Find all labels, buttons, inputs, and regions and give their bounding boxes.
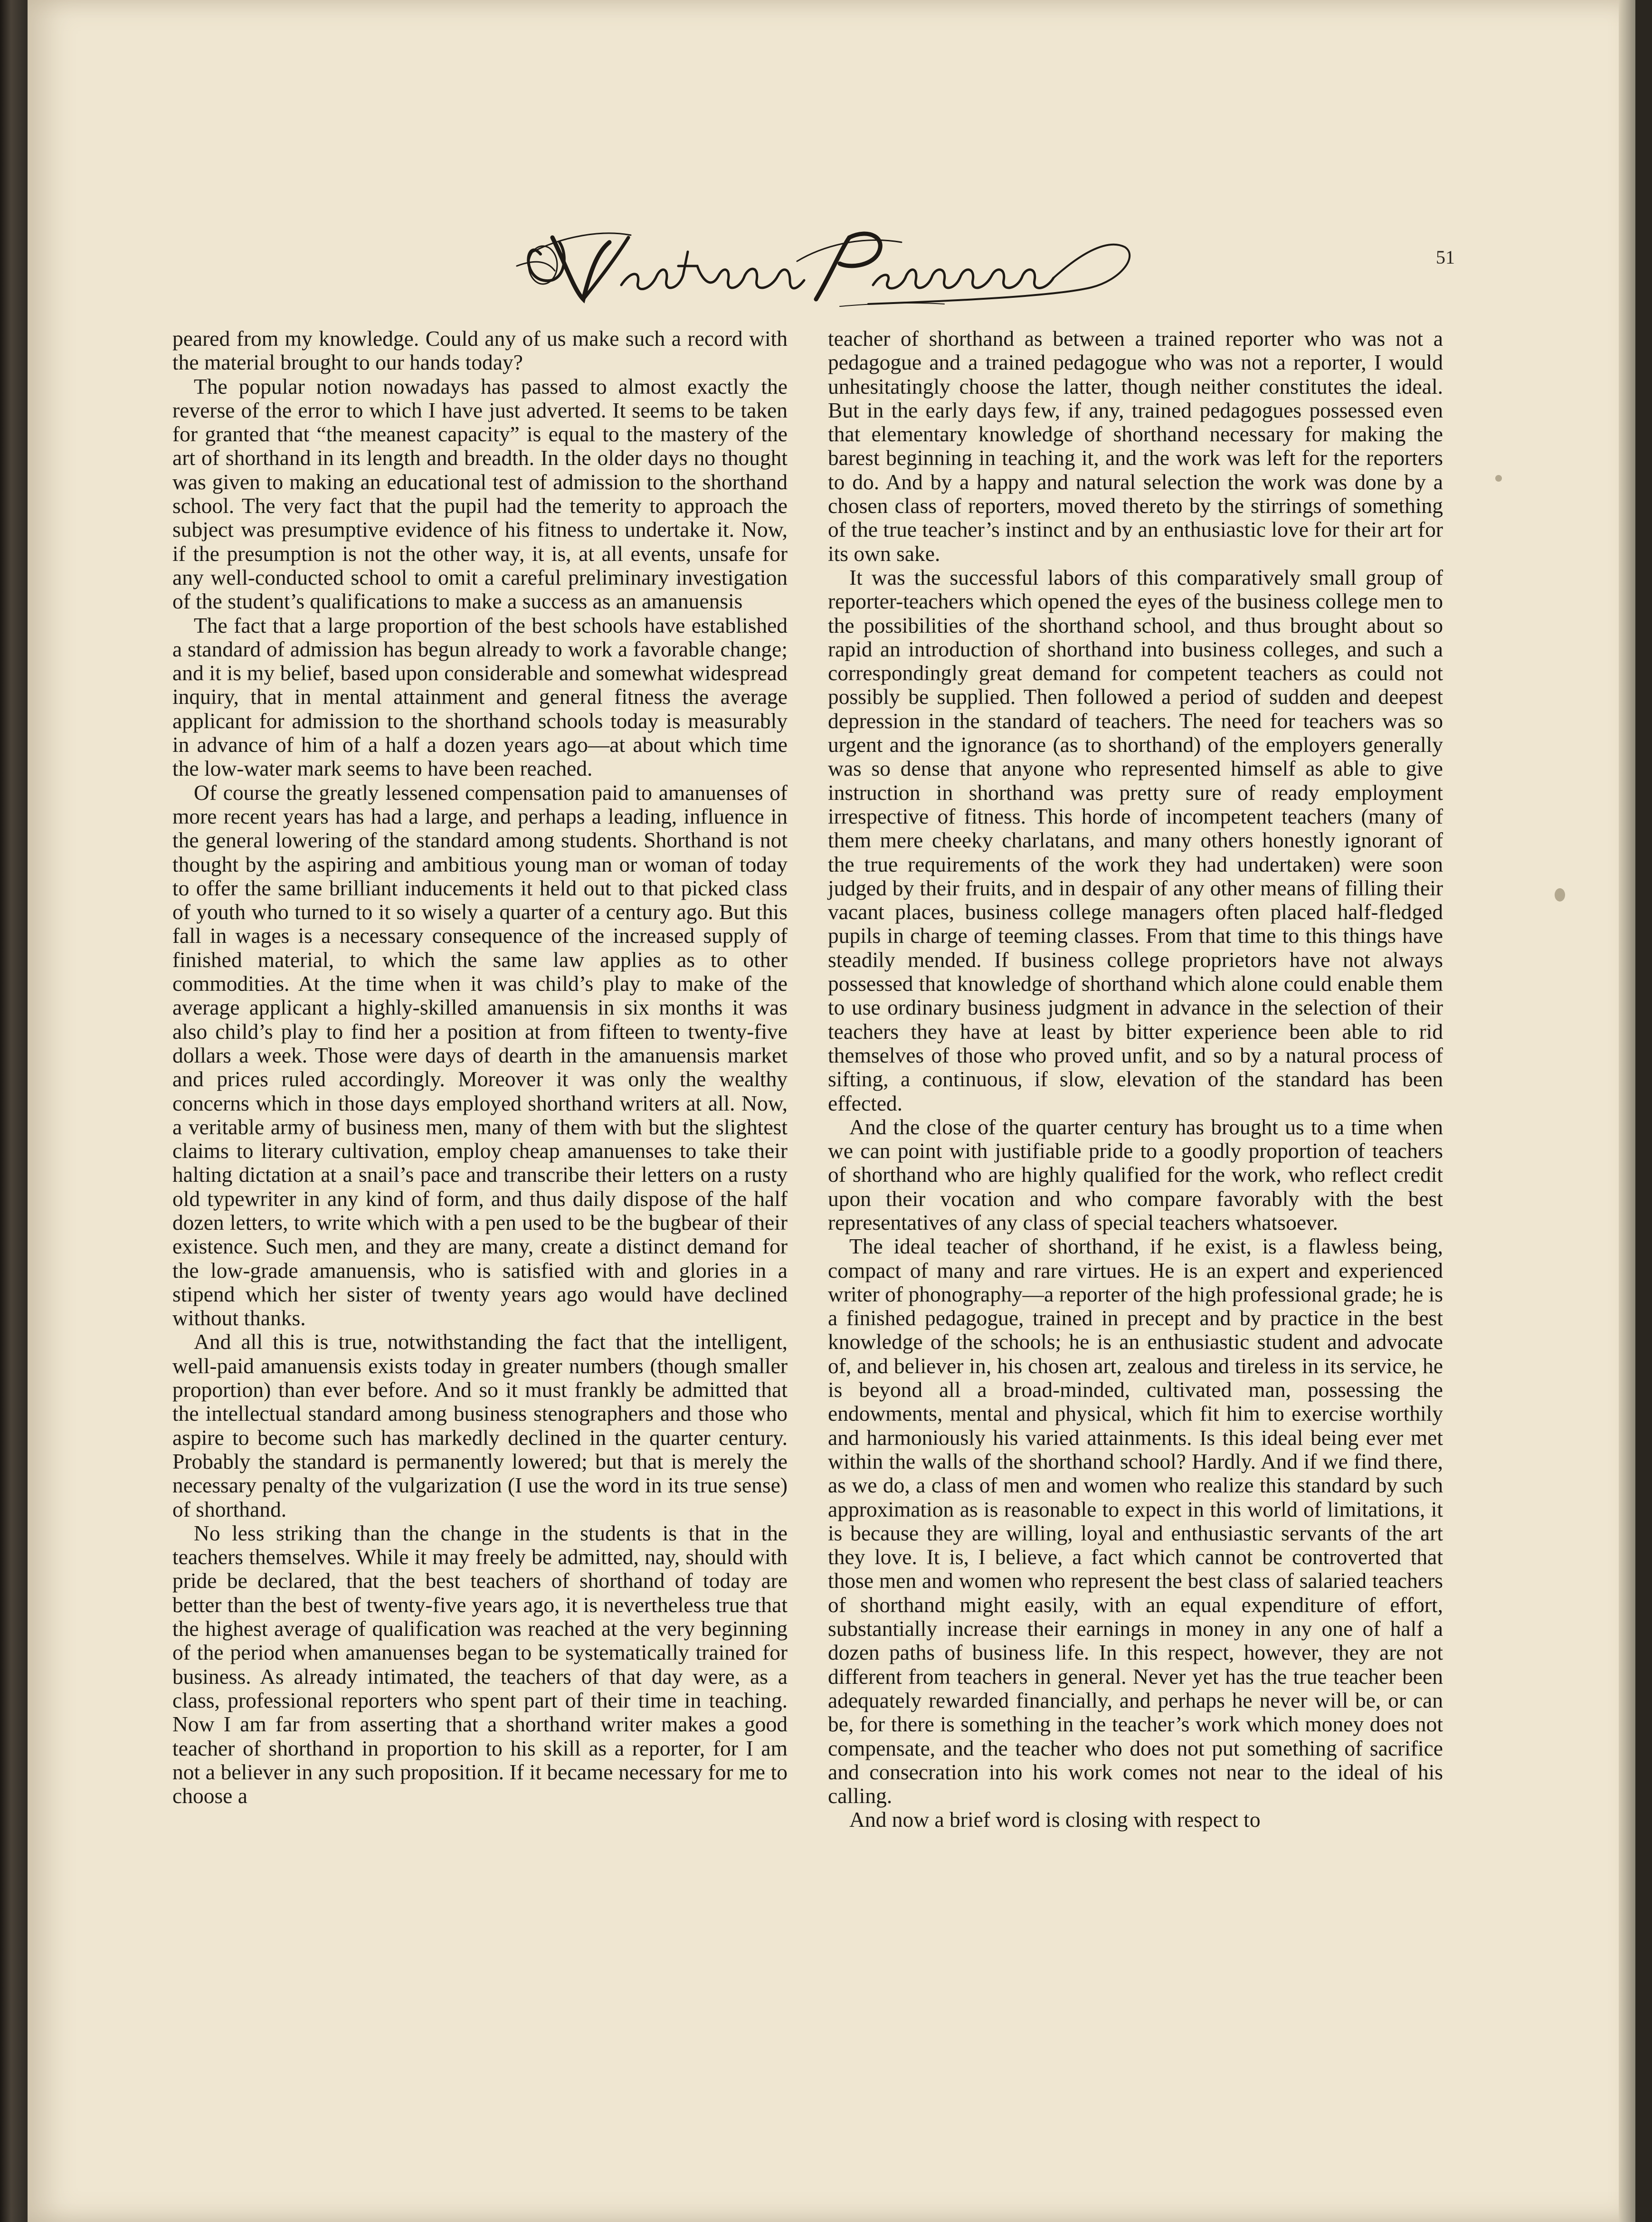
paragraph: peared from my knowledge. Could any of us make such a record with the material brought to our hands today? — [172, 326, 788, 375]
paragraph: And all this is true, notwithstanding the fact that the intelligent, well-paid amanuensis exists today in greater numbers (though smaller proportion) than ever before. And so it must frankly be admitted that the intellectual standard among business stenographers and those who aspire to become such has markedly declined in the quarter century. Probably the standard is permanently lowered; but that is merely the necessary penalty of the vulgarization (I use the word in its true sense) of shorthand. — [172, 1329, 788, 1521]
masthead-script-logo — [507, 209, 1149, 318]
paragraph: And now a brief word is closing with respect to — [849, 1807, 1261, 1832]
paragraph: It was the successful labors of this comparatively small group of reporter-teachers which opened the eyes of the business college men to the possibilities of the shorthand school, and thus brought about so rapid an introduction of shorthand into business colleges, and such a correspondingly great demand for competent teachers as could not possibly be supplied. Then followed a period of sudden and deepest depression in the standard of teachers. The need for teachers was so urgent and the ignorance (as to shorthand) of the employers generally was so dense that anyone who represented himself as able to give instruction in shorthand was pretty sure of ready employment irrespective of fitness. This horde of incompetent teachers (many of them mere cheeky charlatans, and many others honestly ignorant of the true requirements of the work they had undertaken) were soon judged by their fruits, and in despair of any other means of filling their vacant places, business college managers often placed half-fledged pupils in charge of teeming classes. From that time to this things have steadily mended. If business college proprietors have not always possessed that knowledge of shorthand which alone could enable them to use ordinary business judgment in advance in the selection of their teachers they have at least by bitter experience been able to rid themselves of those who proved unfit, and so by a natural process of sifting, a continuous, if slow, elevation of the standard has been effected. — [828, 565, 1443, 1115]
paragraph: The ideal teacher of shorthand, if he exist, is a flawless being, compact of many and rare virtues. He is an expert and experienced writer of phonography—a reporter of the high professional grade; he is a finished pedagogue, trained in precept and by practice in the best knowledge of the schools; he is an enthusiastic student and advocate of, and believer in, his chosen art, zealous and tireless in its service, he is beyond all a broad-minded, cultivated man, possessing the endowments, mental and physical, which fit him to exercise worthily and harmoniously his varied attainments. Is this ideal being ever met within the walls of the shorthand school? Hardly. And if we find there, as we do, a class of men and women who realize this standard by such approximation as is reasonable to expect in this world of limitations, it is because they are willing, loyal and enthusiastic servants of the art they love. It is, I believe, a fact which cannot be controverted that those men and women who represent the best class of salaried teachers of shorthand might easily, with an equal expenditure of effort, substantially increase their earnings in money in any one of half a dozen paths of business life. In this respect, however, they are not different from teachers in general. Never yet has the true teacher been adequately rewarded financially, and perhaps he never will be, or can be, for there is something in the teacher’s work which money does not compensate, and the teacher who does not put something of sacrifice and consecration into his work comes not near to the ideal of his calling. — [828, 1234, 1443, 1808]
paragraph: The fact that a large proportion of the best schools have established a standard of admission has begun already to work a favorable change; and it is my belief, based upon considerable and somewhat widespread inquiry, that in mental attainment and general fitness the average applicant for admission to the shorthand schools today is measurably in advance of him of a half a dozen years ago—at about which time the low-water mark seems to have been reached. — [172, 613, 788, 781]
book-spine — [0, 0, 28, 2222]
page-edge — [1619, 0, 1635, 2222]
paragraph: The popular notion nowadays has passed to almost exactly the reverse of the error to which I have just adverted. It seems to be taken for granted that “the meanest capacity” is equal to the mastery of the art of shorthand in its length and breadth. In the older days no thought was given to making an educational test of admission to the shorthand school. The very fact that the pupil had the temerity to approach the subject was presumptive evidence of his fitness to undertake it. Now, if the presumption is not the other way, it is, at all events, unsafe for any well-conducted school to omit a careful preliminary investigation of the student’s qualifications to make a success as an amanuensis — [172, 374, 788, 614]
paper-blemish — [1555, 888, 1565, 902]
paragraph: And the close of the quarter century has brought us to a time when we can point with justifiable pride to a goodly proportion of teachers of shorthand who are highly qualified for the work, who reflect credit upon their vocation and who compare favorably with the best representatives of any class of special teachers whatsoever. — [828, 1114, 1443, 1234]
magazine-page — [28, 0, 1635, 2222]
right-text-column — [828, 327, 1443, 1832]
paragraph: Of course the greatly lessened compensation paid to amanuenses of more recent years has had a large, and perhaps a leading, influence in the general lowering of the standard among students. Shorthand is not thought by the aspiring and ambitious young man or woman of today to offer the same brilliant inducements it held out to that picked class of youth who turned to it so wisely a quarter of a century ago. But this fall in wages is a necessary consequence of the increased supply of finished material, to which the same law applies as to other commodities. At the time when it was child’s play to make of the average applicant a highly-skilled amanuensis in six months it was also child’s play to find her a position at from fifteen to twenty-five dollars a week. Those were days of dearth in the amanuensis market and prices ruled accordingly. Moreover it was only the wealthy concerns which in those days employed shorthand writers at all. Now, a veritable army of business men, many of them with but the slightest claims to literary cultivation, employ cheap amanuenses to take their halting dictation at a snail’s pace and transcribe their letters on a rusty old typewriter in any kind of form, and thus daily dispose of the half dozen letters, to write which with a pen used to be the bugbear of their existence. Such men, and they are many, create a distinct demand for the low-grade amanuensis, who is satisfied with and glories in a stipend which her sister of twenty years ago would have declined without thanks. — [172, 780, 788, 1330]
paragraph: No less striking than the change in the students is that in the teachers themselves. While it may freely be admitted, nay, should with pride be declared, that the best teachers of shorthand of today are better than the best of twenty-five years ago, it is nevertheless true that the highest average of qualification was reached at the very beginning of the period when amanuenses began to be systematically trained for business. As already intimated, the teachers of that day were, as a class, professional reporters who spent part of their time in teaching. Now I am far from asserting that a shorthand writer makes a good teacher of shorthand in proportion to his skill as a reporter, for I am not a believer in any such proposition. If it became necessary for me to choose a — [172, 1520, 788, 1808]
masthead-logo — [507, 209, 1149, 318]
page-number: 51 — [1436, 247, 1455, 268]
left-text-column — [172, 327, 788, 1808]
paragraph: teacher of shorthand as between a trained reporter who was not a pedagogue and a trained pedagogue who was not a reporter, I would unhesitatingly choose the latter, though neither constitutes the ideal. But in the early days few, if any, trained pedagogues possessed even that elementary knowledge of shorthand necessary for making the barest beginning in teaching it, and the work was left for the reporters to do. And by a happy and natural selection the work was done by a chosen class of reporters, moved thereto by the stirrings of something of the true teacher’s instinct and by an enthusiastic love for their art for its own sake. — [828, 326, 1443, 566]
paper-blemish — [1495, 475, 1502, 482]
